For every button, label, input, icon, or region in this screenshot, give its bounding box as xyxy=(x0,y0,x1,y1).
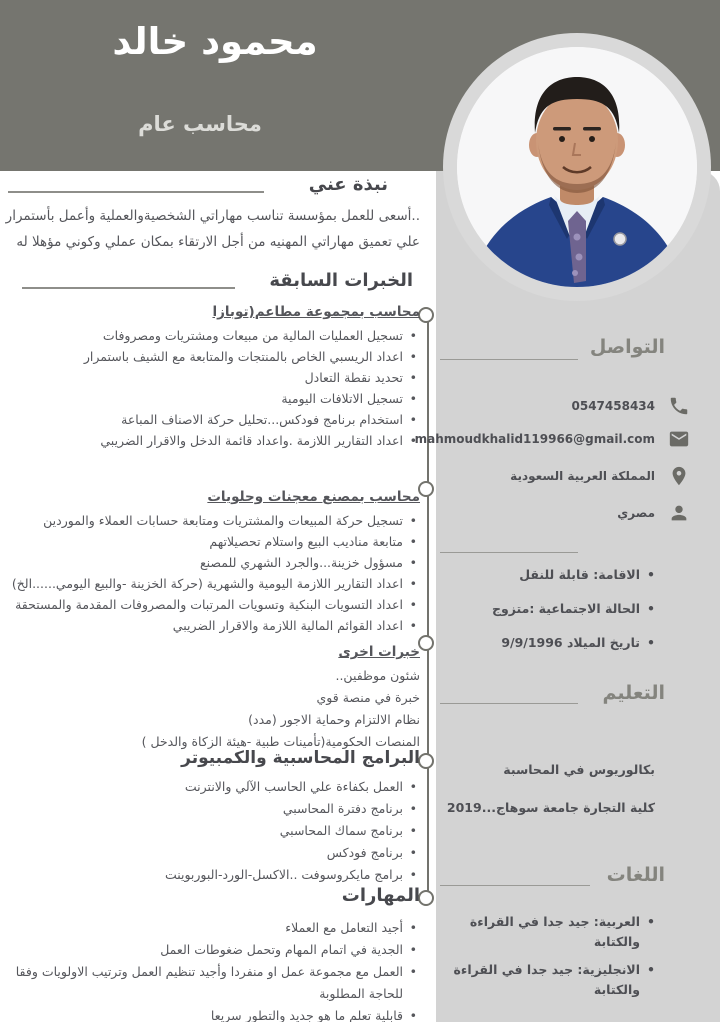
job-2-bullets xyxy=(4,510,420,636)
education-degree: بكالوريوس في المحاسبة xyxy=(503,762,655,777)
about-heading: نبذة عني xyxy=(308,174,388,195)
experience-heading: الخبرات السابقة xyxy=(269,270,413,291)
job-1-bullets xyxy=(4,325,420,451)
phone-icon xyxy=(668,395,692,419)
job-bullet: • تسجيل العمليات المالية من مبيعات ومشتريات ومصروفات xyxy=(4,325,420,346)
job-bullet: • متابعة مناديب البيع واستلام تحصيلاتهم xyxy=(4,531,420,552)
skills-heading: المهارات xyxy=(341,885,420,906)
personal-detail-item: • الحالة الاجتماعية :متزوج xyxy=(425,599,655,619)
personal-detail-item: • الاقامة: قابلة للنقل xyxy=(425,565,655,585)
person-job-title: محاسب عام xyxy=(138,112,262,136)
about-text: ..أسعى للعمل بمؤسسة تناسب مهاراتي الشخصيةوالعملية وأعمل بأستمرار علي تعميق مهاراتي المهنيه من أجل الارتقاء بمكان عملي وكوني مؤهلا له xyxy=(5,208,420,250)
job-bullet: • تحديد نقطة التعادل xyxy=(4,367,420,388)
contact-location-row xyxy=(436,465,720,491)
language-item: • الانجليزية: جيد جدا في القراءة والكتابة xyxy=(425,960,655,1000)
sidebar-divider xyxy=(440,552,578,553)
skills-section xyxy=(4,885,420,1022)
program-bullet: • العمل بكفاءة علي الحاسب الآلي والانترنت xyxy=(4,776,420,798)
job-bullet: • اعداد الريسبي الخاص بالمنتجات والمتابعة مع الشيف باستمرار xyxy=(4,346,420,367)
contact-email-row xyxy=(414,428,720,454)
program-bullet: • برامج مايكروسوفت ..الاكسل-الورد-البوربوينت xyxy=(4,864,420,886)
education-heading: التعليم xyxy=(602,682,665,704)
about-heading-rule xyxy=(8,191,264,193)
programs-heading: البرامج المحاسبية والكمبيوتر xyxy=(181,748,420,768)
email-value: mahmoudkhalid119966@gmail.com xyxy=(414,432,655,446)
other-experience-line: نظام الالتزام وحماية الاجور (مدد) xyxy=(248,712,420,727)
other-experience-line: المنصات الحكومية(تأمينات طبية -هيئة الزكاة والدخل ) xyxy=(141,734,420,749)
skill-bullet: • العمل مع مجموعة عمل او منفردا وأجيد تنظيم العمل وترتيب الاولويات وفقا للحاجة المطلوبة xyxy=(4,961,420,1005)
other-experience xyxy=(4,641,420,753)
education-school: كلية التجارة جامعة سوهاج...2019 xyxy=(446,800,655,815)
education-heading-rule xyxy=(440,703,578,704)
person-portrait-illustration xyxy=(457,47,697,287)
contact-heading: التواصل xyxy=(589,336,665,358)
job-bullet: • اعداد التقارير اللازمة اليومية والشهرية (حركة الخزينة -والبيع اليومي......الخ) xyxy=(4,573,420,594)
program-bullet: • برنامج دفترة المحاسبي xyxy=(4,798,420,820)
job-bullet: • اعداد التقارير اللازمة .واعداد قائمة الدخل والاقرار الضريبي xyxy=(4,430,420,451)
job-bullet: • تسجيل حركة المبيعات والمشتريات ومتابعة حسابات العملاء والموردين xyxy=(4,510,420,531)
contact-nationality-row xyxy=(436,502,720,528)
languages-list xyxy=(425,912,655,1008)
experience-heading-rule xyxy=(22,287,235,289)
personal-detail-item: • تاريخ الميلاد 9/9/1996 xyxy=(425,633,655,653)
job-2-title: محاسب بمصنع معجنات وحلويات xyxy=(207,489,420,505)
languages-heading-rule xyxy=(440,885,590,886)
job-2 xyxy=(4,486,420,636)
location-icon xyxy=(668,465,692,489)
skill-bullet: • قابلية تعلم ما هو جديد والتطور سريعا xyxy=(4,1005,420,1022)
personal-details-list xyxy=(425,565,655,667)
skills-bullets xyxy=(4,917,420,1022)
job-bullet: • مسؤول خزينة...والجرد الشهري للمصنع xyxy=(4,552,420,573)
timeline-dot-1 xyxy=(418,307,434,323)
job-1-title: محاسب بمجموعة مطاعم(توبازا xyxy=(212,304,420,320)
programs-bullets xyxy=(4,776,420,886)
language-item: • العربية: جيد جدا في القراءة والكتابة xyxy=(425,912,655,952)
timeline-dot-5 xyxy=(418,890,434,906)
email-icon xyxy=(668,428,692,452)
programs-section xyxy=(4,748,420,886)
person-icon xyxy=(668,502,692,526)
job-bullet: • اعداد التسويات البنكية وتسويات المرتبات والمصروفات المقدمة والمستحقة xyxy=(4,594,420,615)
other-experience-line: خبرة في منصة قوي xyxy=(316,690,420,705)
job-bullet: • تسجيل الاتلافات اليومية xyxy=(4,388,420,409)
other-experience-title: خبرات اخرى xyxy=(338,644,420,660)
contact-heading-rule xyxy=(440,359,578,360)
person-name: محمود خالد xyxy=(112,20,318,63)
profile-photo-image xyxy=(457,47,697,287)
timeline-dot-2 xyxy=(418,481,434,497)
program-bullet: • برنامج سماك المحاسبي xyxy=(4,820,420,842)
timeline-dot-4 xyxy=(418,753,434,769)
skill-bullet: • أجيد التعامل مع العملاء xyxy=(4,917,420,939)
contact-phone-row xyxy=(436,395,720,421)
profile-photo xyxy=(443,33,711,301)
languages-heading: اللغات xyxy=(606,864,665,886)
phone-value: 0547458434 xyxy=(571,399,655,413)
job-bullet: • اعداد القوائم المالية اللازمة والاقرار الضريبي xyxy=(4,615,420,636)
other-experience-line: شئون موظفين.. xyxy=(335,668,420,683)
nationality-value: مصري xyxy=(617,506,655,520)
other-experience-lines xyxy=(4,665,420,753)
job-1 xyxy=(4,301,420,451)
location-value: المملكة العربية السعودية xyxy=(510,469,655,483)
program-bullet: • برنامج فودكس xyxy=(4,842,420,864)
skill-bullet: • الجدية في اتمام المهام وتحمل ضغوطات العمل xyxy=(4,939,420,961)
job-bullet: • استخدام برنامج فودكس...تحليل حركة الاصناف المباعة xyxy=(4,409,420,430)
